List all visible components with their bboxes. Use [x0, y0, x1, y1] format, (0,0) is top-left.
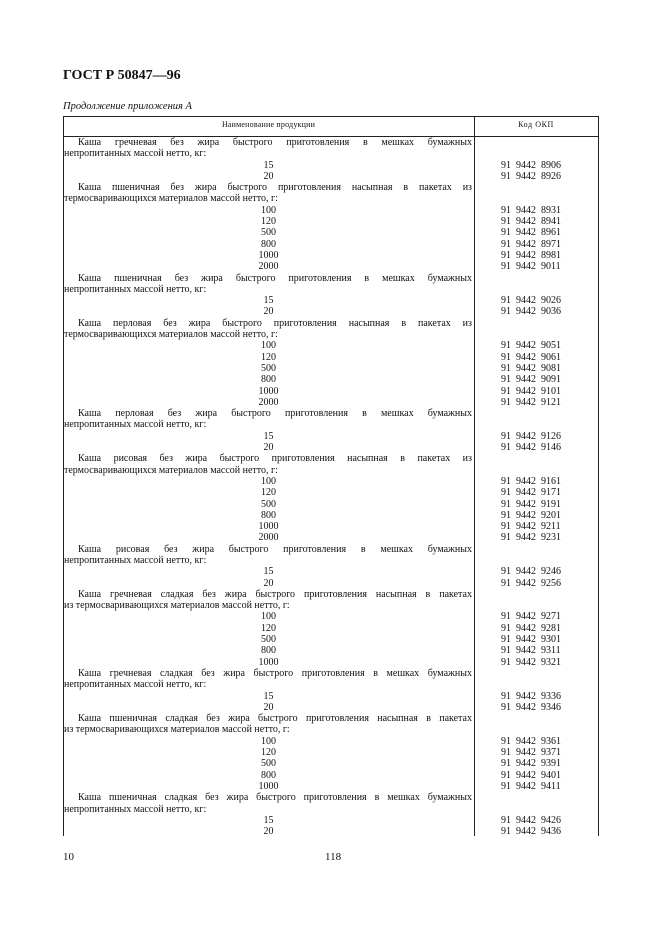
- product-name-cell: 500: [261, 634, 276, 646]
- product-name-cell: 1000: [258, 656, 279, 668]
- table-row: [63, 555, 599, 566]
- product-name-cell: 800: [261, 509, 276, 521]
- product-name-cell: 100: [261, 475, 276, 487]
- table-row: [63, 510, 599, 521]
- okp-code-cell: 91 9442 9171: [501, 487, 561, 499]
- okp-code-cell: 91 9442 9061: [501, 351, 561, 363]
- product-name-cell: из термосваривающихся материалов массой нетто, г:: [64, 600, 290, 612]
- table-row: [63, 702, 599, 713]
- table-row: [63, 544, 599, 555]
- product-name-cell: 20: [263, 826, 274, 838]
- okp-code-cell: 91 9442 9051: [501, 340, 561, 352]
- product-name-cell: 15: [263, 690, 274, 702]
- product-name-cell: 20: [263, 442, 274, 454]
- okp-code-cell: 91 9442 9126: [501, 430, 561, 442]
- product-name-cell: 15: [263, 814, 274, 826]
- table-row: [63, 419, 599, 430]
- table-row: [63, 758, 599, 769]
- product-name-cell: Каша пшеничная сладкая без жира быстрого приготовления насыпная в пакетах: [78, 713, 472, 725]
- table-row: [63, 476, 599, 487]
- product-name-cell: 120: [261, 487, 276, 499]
- okp-code-cell: 91 9442 9011: [501, 261, 561, 273]
- table-row: [63, 736, 599, 747]
- okp-code-cell: 91 9442 9146: [501, 442, 561, 454]
- okp-code-cell: 91 9442 9426: [501, 814, 561, 826]
- product-name-cell: 120: [261, 622, 276, 634]
- product-name-cell: 800: [261, 238, 276, 250]
- table-row: [63, 634, 599, 645]
- product-name-cell: 20: [263, 306, 274, 318]
- okp-code-cell: 91 9442 9246: [501, 566, 561, 578]
- okp-code-cell: 91 9442 9256: [501, 577, 561, 589]
- okp-code-cell: 91 9442 9411: [501, 780, 561, 792]
- okp-code-cell: 91 9442 8971: [501, 238, 561, 250]
- okp-code-cell: 91 9442 9271: [501, 611, 561, 623]
- okp-code-cell: 91 9442 9036: [501, 306, 561, 318]
- product-name-cell: 100: [261, 340, 276, 352]
- table-row: [63, 804, 599, 815]
- product-name-cell: 800: [261, 374, 276, 386]
- product-name-cell: 800: [261, 769, 276, 781]
- table-row: [63, 623, 599, 634]
- okp-code-cell: 91 9442 9091: [501, 374, 561, 386]
- okp-code-cell: 91 9442 9321: [501, 656, 561, 668]
- okp-code-cell: 91 9442 9311: [501, 645, 561, 657]
- page-number-left: 10: [63, 851, 74, 863]
- table-row: [63, 453, 599, 464]
- product-name-cell: 20: [263, 577, 274, 589]
- product-name-cell: непропитанных массой нетто, кг:: [64, 679, 207, 691]
- product-name-cell: 1000: [258, 521, 279, 533]
- table-row: [63, 521, 599, 532]
- okp-code-cell: 91 9442 8961: [501, 227, 561, 239]
- table-row: [63, 611, 599, 622]
- okp-code-cell: 91 9442 9121: [501, 396, 561, 408]
- table-row: [63, 171, 599, 182]
- okp-code-cell: 91 9442 9401: [501, 769, 561, 781]
- table-row: [63, 148, 599, 159]
- table-row: [63, 340, 599, 351]
- table-row: [63, 193, 599, 204]
- table-row: [63, 815, 599, 826]
- product-name-cell: непропитанных массой нетто, кг:: [64, 554, 207, 566]
- product-name-cell: термосваривающихся материалов массой нетто, г:: [64, 329, 278, 341]
- okp-code-cell: 91 9442 9161: [501, 475, 561, 487]
- okp-code-cell: 91 9442 9211: [501, 521, 561, 533]
- okp-code-cell: 91 9442 9301: [501, 634, 561, 646]
- product-name-cell: 1000: [258, 249, 279, 261]
- okp-code-cell: 91 9442 8931: [501, 204, 561, 216]
- product-name-cell: 500: [261, 227, 276, 239]
- okp-code-cell: 91 9442 9391: [501, 758, 561, 770]
- okp-code-cell: 91 9442 9346: [501, 701, 561, 713]
- table-row: [63, 205, 599, 216]
- product-name-cell: 120: [261, 216, 276, 228]
- product-name-cell: Каша рисовая без жира быстрого приготовления насыпная в пакетах из: [78, 453, 472, 465]
- okp-code-cell: 91 9442 9201: [501, 509, 561, 521]
- table-row: [63, 792, 599, 803]
- table-row: [63, 182, 599, 193]
- okp-code-cell: 91 9442 9231: [501, 532, 561, 544]
- column-header-name: Наименование продукции: [221, 120, 316, 129]
- table-row: [63, 645, 599, 656]
- table-row: [63, 679, 599, 690]
- table-row: [63, 713, 599, 724]
- table-row: [63, 465, 599, 476]
- table-row: [63, 329, 599, 340]
- table-row: [63, 691, 599, 702]
- page-number-center: 118: [325, 851, 342, 863]
- okp-code-cell: 91 9442 8981: [501, 249, 561, 261]
- table-top-border: [63, 116, 599, 117]
- table-row: [63, 781, 599, 792]
- product-name-cell: Каша пшеничная сладкая без жира быстрого приготовления в мешках бумажных: [78, 792, 472, 804]
- table-row: [63, 273, 599, 284]
- table-row: [63, 306, 599, 317]
- okp-code-cell: 91 9442 8906: [501, 159, 561, 171]
- product-name-cell: непропитанных массой нетто, кг:: [64, 283, 207, 295]
- table-row: [63, 532, 599, 543]
- product-name-cell: 500: [261, 758, 276, 770]
- okp-code-cell: 91 9442 9436: [501, 826, 561, 838]
- product-name-cell: 500: [261, 362, 276, 374]
- product-name-cell: 15: [263, 295, 274, 307]
- okp-code-cell: 91 9442 9101: [501, 385, 561, 397]
- product-name-cell: 2000: [258, 396, 279, 408]
- product-name-cell: непропитанных массой нетто, кг:: [64, 419, 207, 431]
- product-name-cell: непропитанных массой нетто, кг:: [64, 148, 207, 160]
- table-row: [63, 668, 599, 679]
- table-row: [63, 284, 599, 295]
- table-row: [63, 386, 599, 397]
- table-row: [63, 250, 599, 261]
- product-name-cell: 1000: [258, 780, 279, 792]
- table-row: [63, 295, 599, 306]
- product-name-cell: 120: [261, 351, 276, 363]
- table-row: [63, 363, 599, 374]
- product-name-cell: 20: [263, 170, 274, 182]
- product-name-cell: 15: [263, 159, 274, 171]
- table-row: [63, 397, 599, 408]
- product-name-cell: Каша перловая без жира быстрого приготовления насыпная в пакетах из: [78, 317, 472, 329]
- product-name-cell: Каша пшеничная без жира быстрого приготовления насыпная в пакетах из: [78, 182, 472, 194]
- product-name-cell: 120: [261, 747, 276, 759]
- product-name-cell: 1000: [258, 385, 279, 397]
- table-row: [63, 657, 599, 668]
- table-body: [63, 137, 599, 837]
- product-name-cell: 15: [263, 566, 274, 578]
- table-row: [63, 318, 599, 329]
- product-table: [63, 116, 599, 836]
- product-name-cell: Каша гречневая сладкая без жира быстрого приготовления в мешках бумажных: [78, 667, 472, 679]
- product-name-cell: 2000: [258, 261, 279, 273]
- okp-code-cell: 91 9442 8926: [501, 170, 561, 182]
- product-name-cell: 100: [261, 611, 276, 623]
- table-row: [63, 724, 599, 735]
- okp-code-cell: 91 9442 9026: [501, 295, 561, 307]
- table-row: [63, 352, 599, 363]
- product-name-cell: из термосваривающихся материалов массой нетто, г:: [64, 724, 290, 736]
- table-row: [63, 499, 599, 510]
- product-name-cell: 500: [261, 498, 276, 510]
- table-row: [63, 261, 599, 272]
- product-name-cell: непропитанных массой нетто, кг:: [64, 803, 207, 815]
- okp-code-cell: 91 9442 9361: [501, 735, 561, 747]
- table-row: [63, 770, 599, 781]
- product-name-cell: 100: [261, 204, 276, 216]
- table-row: [63, 374, 599, 385]
- document-code: ГОСТ Р 50847—96: [63, 68, 181, 83]
- table-row: [63, 487, 599, 498]
- table-row: [63, 442, 599, 453]
- table-row: [63, 408, 599, 419]
- product-name-cell: 800: [261, 645, 276, 657]
- table-row: [63, 431, 599, 442]
- product-name-cell: 15: [263, 430, 274, 442]
- product-name-cell: Каша пшеничная без жира быстрого приготовления в мешках бумажных: [78, 272, 472, 284]
- okp-code-cell: 91 9442 9081: [501, 362, 561, 374]
- table-row: [63, 137, 599, 148]
- product-name-cell: Каша рисовая без жира быстрого приготовления в мешках бумажных: [78, 543, 472, 555]
- product-name-cell: термосваривающихся материалов массой нетто, г:: [64, 193, 278, 205]
- table-row: [63, 160, 599, 171]
- product-name-cell: Каша перловая без жира быстрого приготовления в мешках бумажных: [78, 408, 472, 420]
- okp-code-cell: 91 9442 9336: [501, 690, 561, 702]
- okp-code-cell: 91 9442 9371: [501, 747, 561, 759]
- table-row: [63, 578, 599, 589]
- column-header-code: Код ОКП: [518, 120, 554, 129]
- table-row: [63, 239, 599, 250]
- product-name-cell: Каша гречневая без жира быстрого приготовления в мешках бумажных: [78, 137, 472, 148]
- table-row: [63, 600, 599, 611]
- table-row: [63, 747, 599, 758]
- product-name-cell: термосваривающихся материалов массой нетто, г:: [64, 464, 278, 476]
- table-row: [63, 216, 599, 227]
- table-row: [63, 589, 599, 600]
- product-name-cell: Каша гречневая сладкая без жира быстрого приготовления насыпная в пакетах: [78, 588, 472, 600]
- table-row: [63, 566, 599, 577]
- table-row: [63, 227, 599, 238]
- product-name-cell: 2000: [258, 532, 279, 544]
- okp-code-cell: 91 9442 9281: [501, 622, 561, 634]
- product-name-cell: 20: [263, 701, 274, 713]
- continuation-caption: Продолжение приложения А: [63, 101, 192, 112]
- okp-code-cell: 91 9442 8941: [501, 216, 561, 228]
- okp-code-cell: 91 9442 9191: [501, 498, 561, 510]
- product-name-cell: 100: [261, 735, 276, 747]
- table-row: [63, 826, 599, 837]
